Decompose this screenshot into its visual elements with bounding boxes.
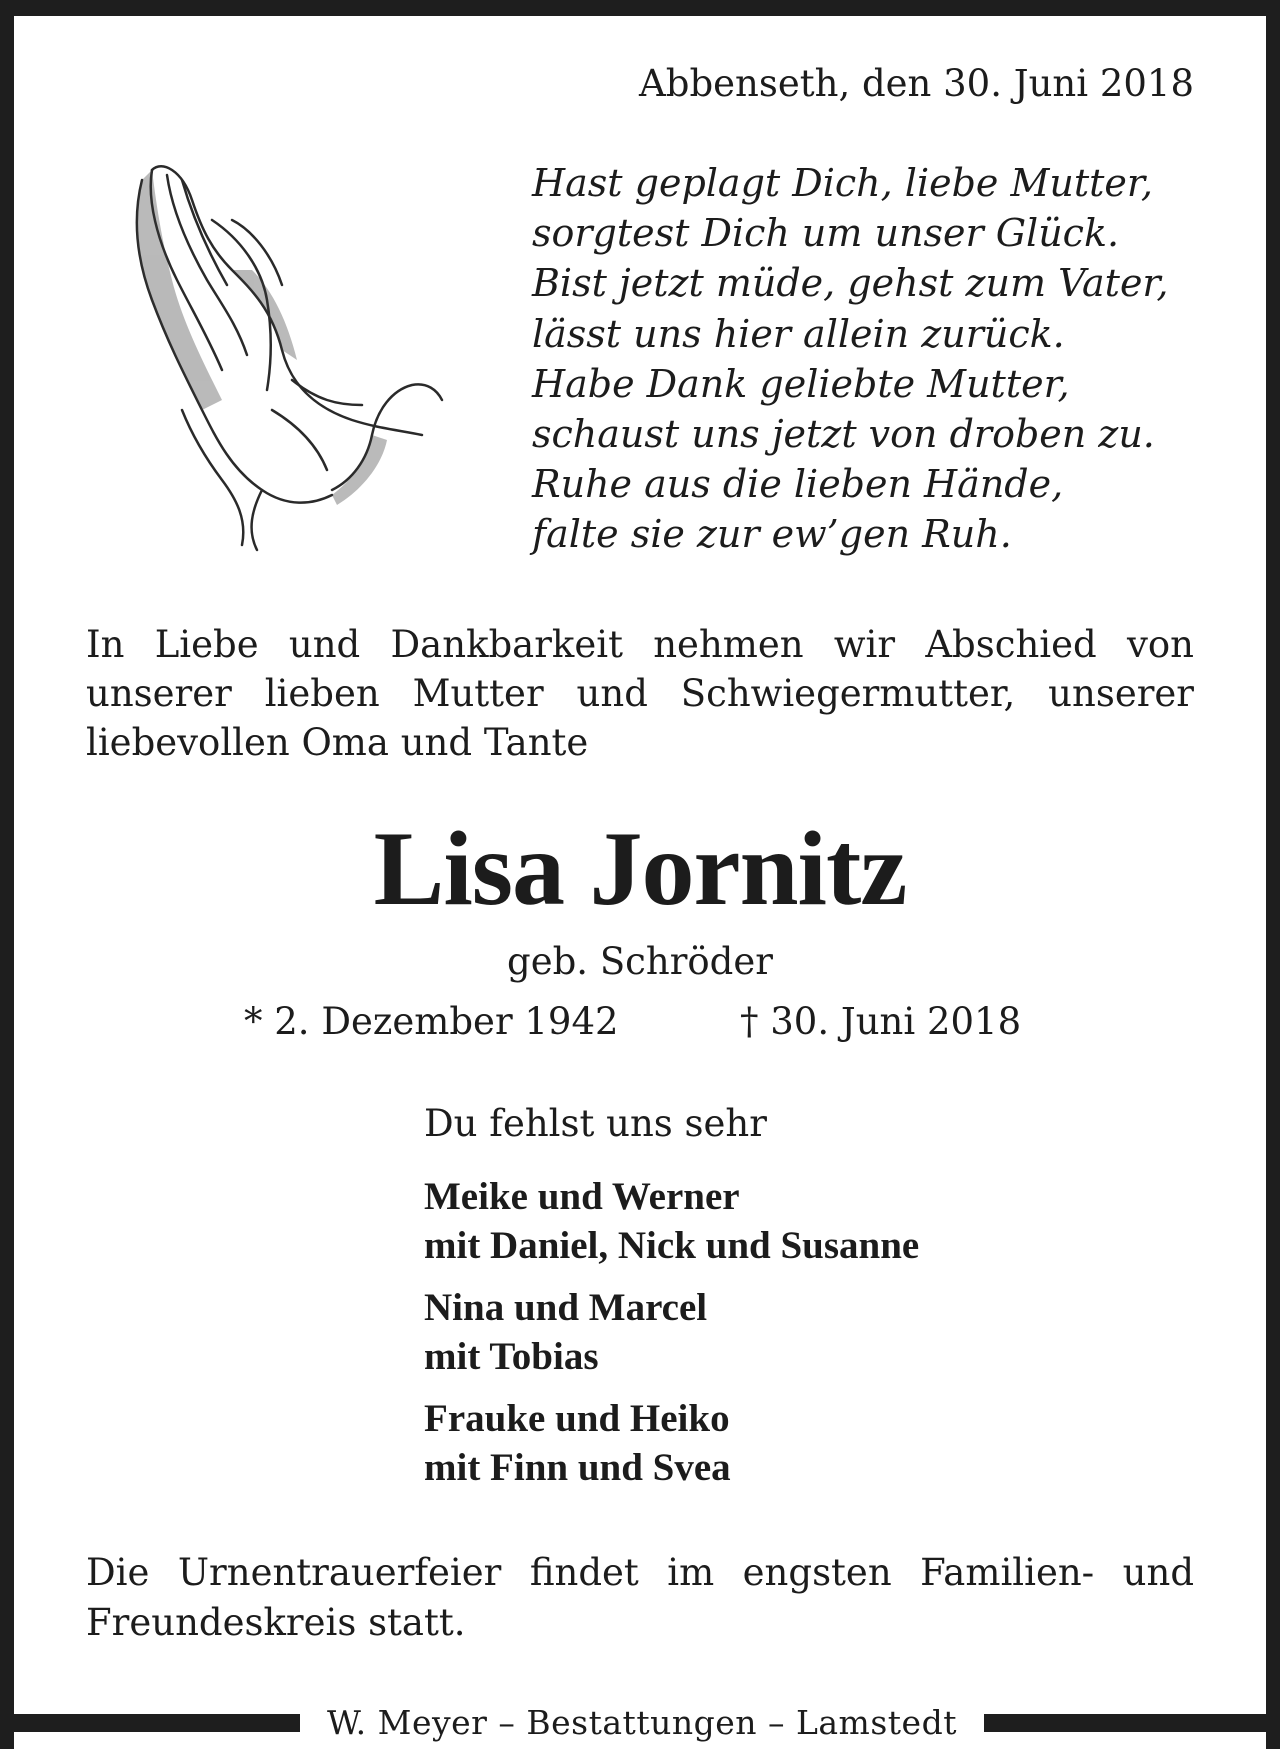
- mourner-children: mit Daniel, Nick und Susanne: [424, 1224, 920, 1267]
- intro-paragraph: [86, 620, 1194, 767]
- place-date: Abbenseth, den 30. Juni 2018: [639, 62, 1194, 105]
- poem-line: schaust uns jetzt von droben zu.: [532, 411, 1155, 456]
- poem-line: Hast geplagt Dich, liebe Mutter,: [532, 161, 1153, 205]
- mourners-list: [424, 1172, 919, 1505]
- mourners-intro: Du fehlst uns sehr: [424, 1102, 767, 1145]
- deceased-name: Lisa Jornitz: [373, 810, 907, 927]
- closing-paragraph: [86, 1548, 1194, 1648]
- intro-line: liebevollen Oma und Tante: [86, 721, 589, 764]
- maiden-name: geb. Schröder: [507, 940, 773, 983]
- closing-line: Die Urnentrauerfeier findet im engsten Familien- und: [86, 1551, 1194, 1594]
- poem-line: sorgtest Dich um unser Glück.: [532, 211, 1120, 256]
- poem-line: lässt uns hier allein zurück.: [532, 311, 1065, 356]
- poem-line: Bist jetzt müde, gehst zum Vater,: [532, 261, 1169, 306]
- mourner-group: [424, 1394, 919, 1492]
- mourner-group: [424, 1172, 919, 1270]
- mourner-children: mit Tobias: [424, 1335, 599, 1378]
- closing-line: Freundeskreis statt.: [86, 1601, 466, 1644]
- poem-line: Ruhe aus die lieben Hände,: [532, 462, 1064, 507]
- funeral-home-footer: W. Meyer – Bestattungen – Lamstedt: [327, 1703, 957, 1742]
- praying-hands-icon: [122, 160, 462, 560]
- mourner-names: Nina und Marcel: [424, 1286, 708, 1329]
- poem-line: Habe Dank geliebte Mutter,: [532, 361, 1070, 406]
- poem-line: falte sie zur ew’gen Ruh.: [532, 512, 1012, 557]
- footer-rule-right: [984, 1714, 1266, 1732]
- intro-line: In Liebe und Dankbarkeit nehmen wir Abschied von: [86, 623, 1194, 666]
- birth-date: * 2. Dezember 1942: [244, 1000, 619, 1043]
- mourner-names: Meike und Werner: [424, 1175, 740, 1218]
- mourner-group: [424, 1283, 919, 1381]
- death-date: † 30. Juni 2018: [740, 1000, 1022, 1043]
- footer-rule-left: [14, 1714, 300, 1732]
- poem: [532, 158, 1169, 560]
- mourner-children: mit Finn und Svea: [424, 1446, 731, 1489]
- intro-line: unserer lieben Mutter und Schwiegermutter, unserer: [86, 672, 1194, 715]
- mourner-names: Frauke und Heiko: [424, 1397, 730, 1440]
